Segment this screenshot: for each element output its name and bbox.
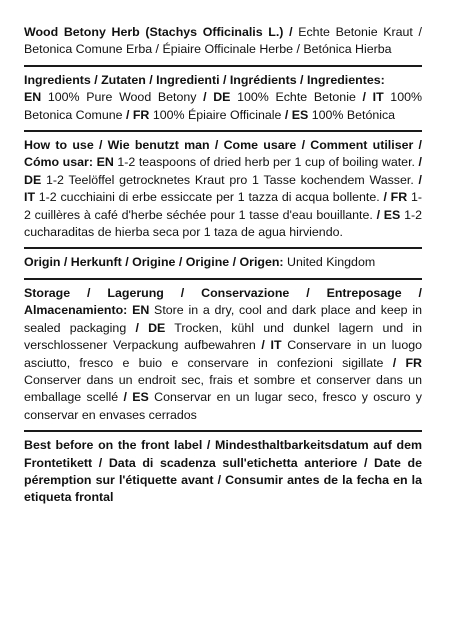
storage-text: Conservar en un lugar seco, fresco y oscuro y conservar en envases cerrados (24, 390, 422, 422)
lang-code: FR (132, 107, 150, 122)
origin-heading: Origin / Herkunft / Origine / Origine / Origen: (24, 255, 284, 270)
ingredient-text: 100% Pure Wood Betony (41, 90, 204, 105)
usage-text: 1-2 Teelöffel getrocknetes Kraut pro 1 Tasse kochendem Wasser. (41, 172, 419, 187)
best-before-section (24, 430, 422, 513)
lang-code: EN (24, 90, 42, 105)
lang-code: IT (270, 338, 282, 353)
lang-code: ES (383, 207, 401, 222)
product-name-latin: Wood Betony Herb (Stachys Officinalis L.) / (24, 25, 299, 39)
origin-section (24, 247, 422, 277)
ingredients-list: EN 100% Pure Wood Betony / DE 100% Echte Betonie / IT 100% Betonica Comune / FR 100% Épiaire Officinale / ES 100% Betónica (24, 90, 422, 122)
usage-text: 1-2 cuillères à café d'herbe séchée pour 1 tasse d'eau bouillante. (24, 190, 422, 222)
storage-heading: Storage / Lagerung / Conservazione / Entreposage / Almacenamiento: (24, 285, 422, 318)
origin-value: United Kingdom (283, 255, 376, 270)
ingredient-text: 100% Echte Betonie (230, 90, 363, 105)
lang-code: ES (291, 107, 309, 122)
ingredient-text: 100% Betonica Comune (24, 90, 422, 122)
ingredients-heading: Ingredients / Zutaten / Ingredienti / Ingrédients / Ingredientes: (24, 72, 385, 87)
storage-text: Store in a dry, cool and dark place and keep in sealed packaging (24, 303, 422, 335)
storage-text: Conserver dans un endroit sec, frais et sombre et conserver dans un emballage scellé (24, 372, 422, 405)
lang-code: DE (24, 172, 42, 187)
lang-code: ES (132, 390, 149, 405)
lang-code: FR (390, 190, 408, 205)
lang-code: DE (148, 320, 166, 335)
lang-code: IT (24, 190, 36, 205)
title-section (24, 18, 422, 65)
lang-code: DE (213, 90, 231, 105)
usage-text: 1-2 teaspoons of dried herb per 1 cup of boiling water. (113, 155, 419, 170)
storage-text: Conservare in un luogo asciutto, fresco e buio e conservare in confezioni sigillate (24, 338, 422, 370)
ingredients-section (24, 65, 422, 130)
storage-text: Trocken, kühl und dunkel lagern und in verschlossener Verpackung aufbewahren (24, 320, 422, 353)
product-name-translations: Echte Betonie Kraut / Betonica Comune Erba / Épiaire Officinale Herbe / Betónica Hierba (24, 25, 422, 57)
usage-text: 1-2 cucharaditas de hierba seca por 1 taza de agua hirviendo. (24, 207, 422, 240)
storage-section: Storage / Lagerung / Conservazione / Entreposage / Almacenamiento: EN Store in a dry, cool and dark place and keep in sealed packaging / DE Trocken, kühl und dunkel lagern und in verschlossener Verpackung aufbewahren / IT Conservare in un luogo asciutto, fresco e buio e conservare in confezioni sigillate / FR Conserver dans un endroit sec, frais et sombre et conserver dans un emballage scellé / ES Conservar en un lugar seco, fresco y oscuro y conservar en envases cerrados (24, 278, 422, 430)
best-before-text: Best before on the front label / Mindesthaltbarkeitsdatum auf dem Frontetikett / Data di scadenza sull'etichetta anteriore / Date de péremption sur l'étiquette avant / Consumir antes de la fecha en la etiqueta frontal (24, 438, 422, 505)
lang-code: FR (405, 355, 422, 370)
lang-code: EN (96, 155, 114, 170)
how-to-use-heading: How to use / Wie benutzt man / Come usare / Comment utiliser / Cómo usar: (24, 138, 422, 170)
ingredient-text: 100% Betónica (308, 107, 396, 122)
lang-code: EN (132, 303, 150, 318)
usage-text: 1-2 cucchiaini di erbe essiccate per 1 tazza di acqua bollente. (35, 190, 384, 205)
ingredient-text: 100% Épiaire Officinale (149, 107, 285, 122)
how-to-use-section: How to use / Wie benutzt man / Come usare / Comment utiliser / Cómo usar: EN 1-2 teaspoons of dried herb per 1 cup of boiling water. / DE 1-2 Teelöffel getrocknetes Kraut pro 1 Tasse kochendem Wasser. / IT 1-2 cucchiaini di erbe essiccate per 1 tazza di acqua bollente. / FR 1-2 cuillères à café d'herbe séchée pour 1 tasse d'eau bouillante. / ES 1-2 cucharaditas de hierba seca por 1 taza de agua hirviendo. (24, 130, 422, 247)
lang-code: IT (372, 90, 384, 105)
